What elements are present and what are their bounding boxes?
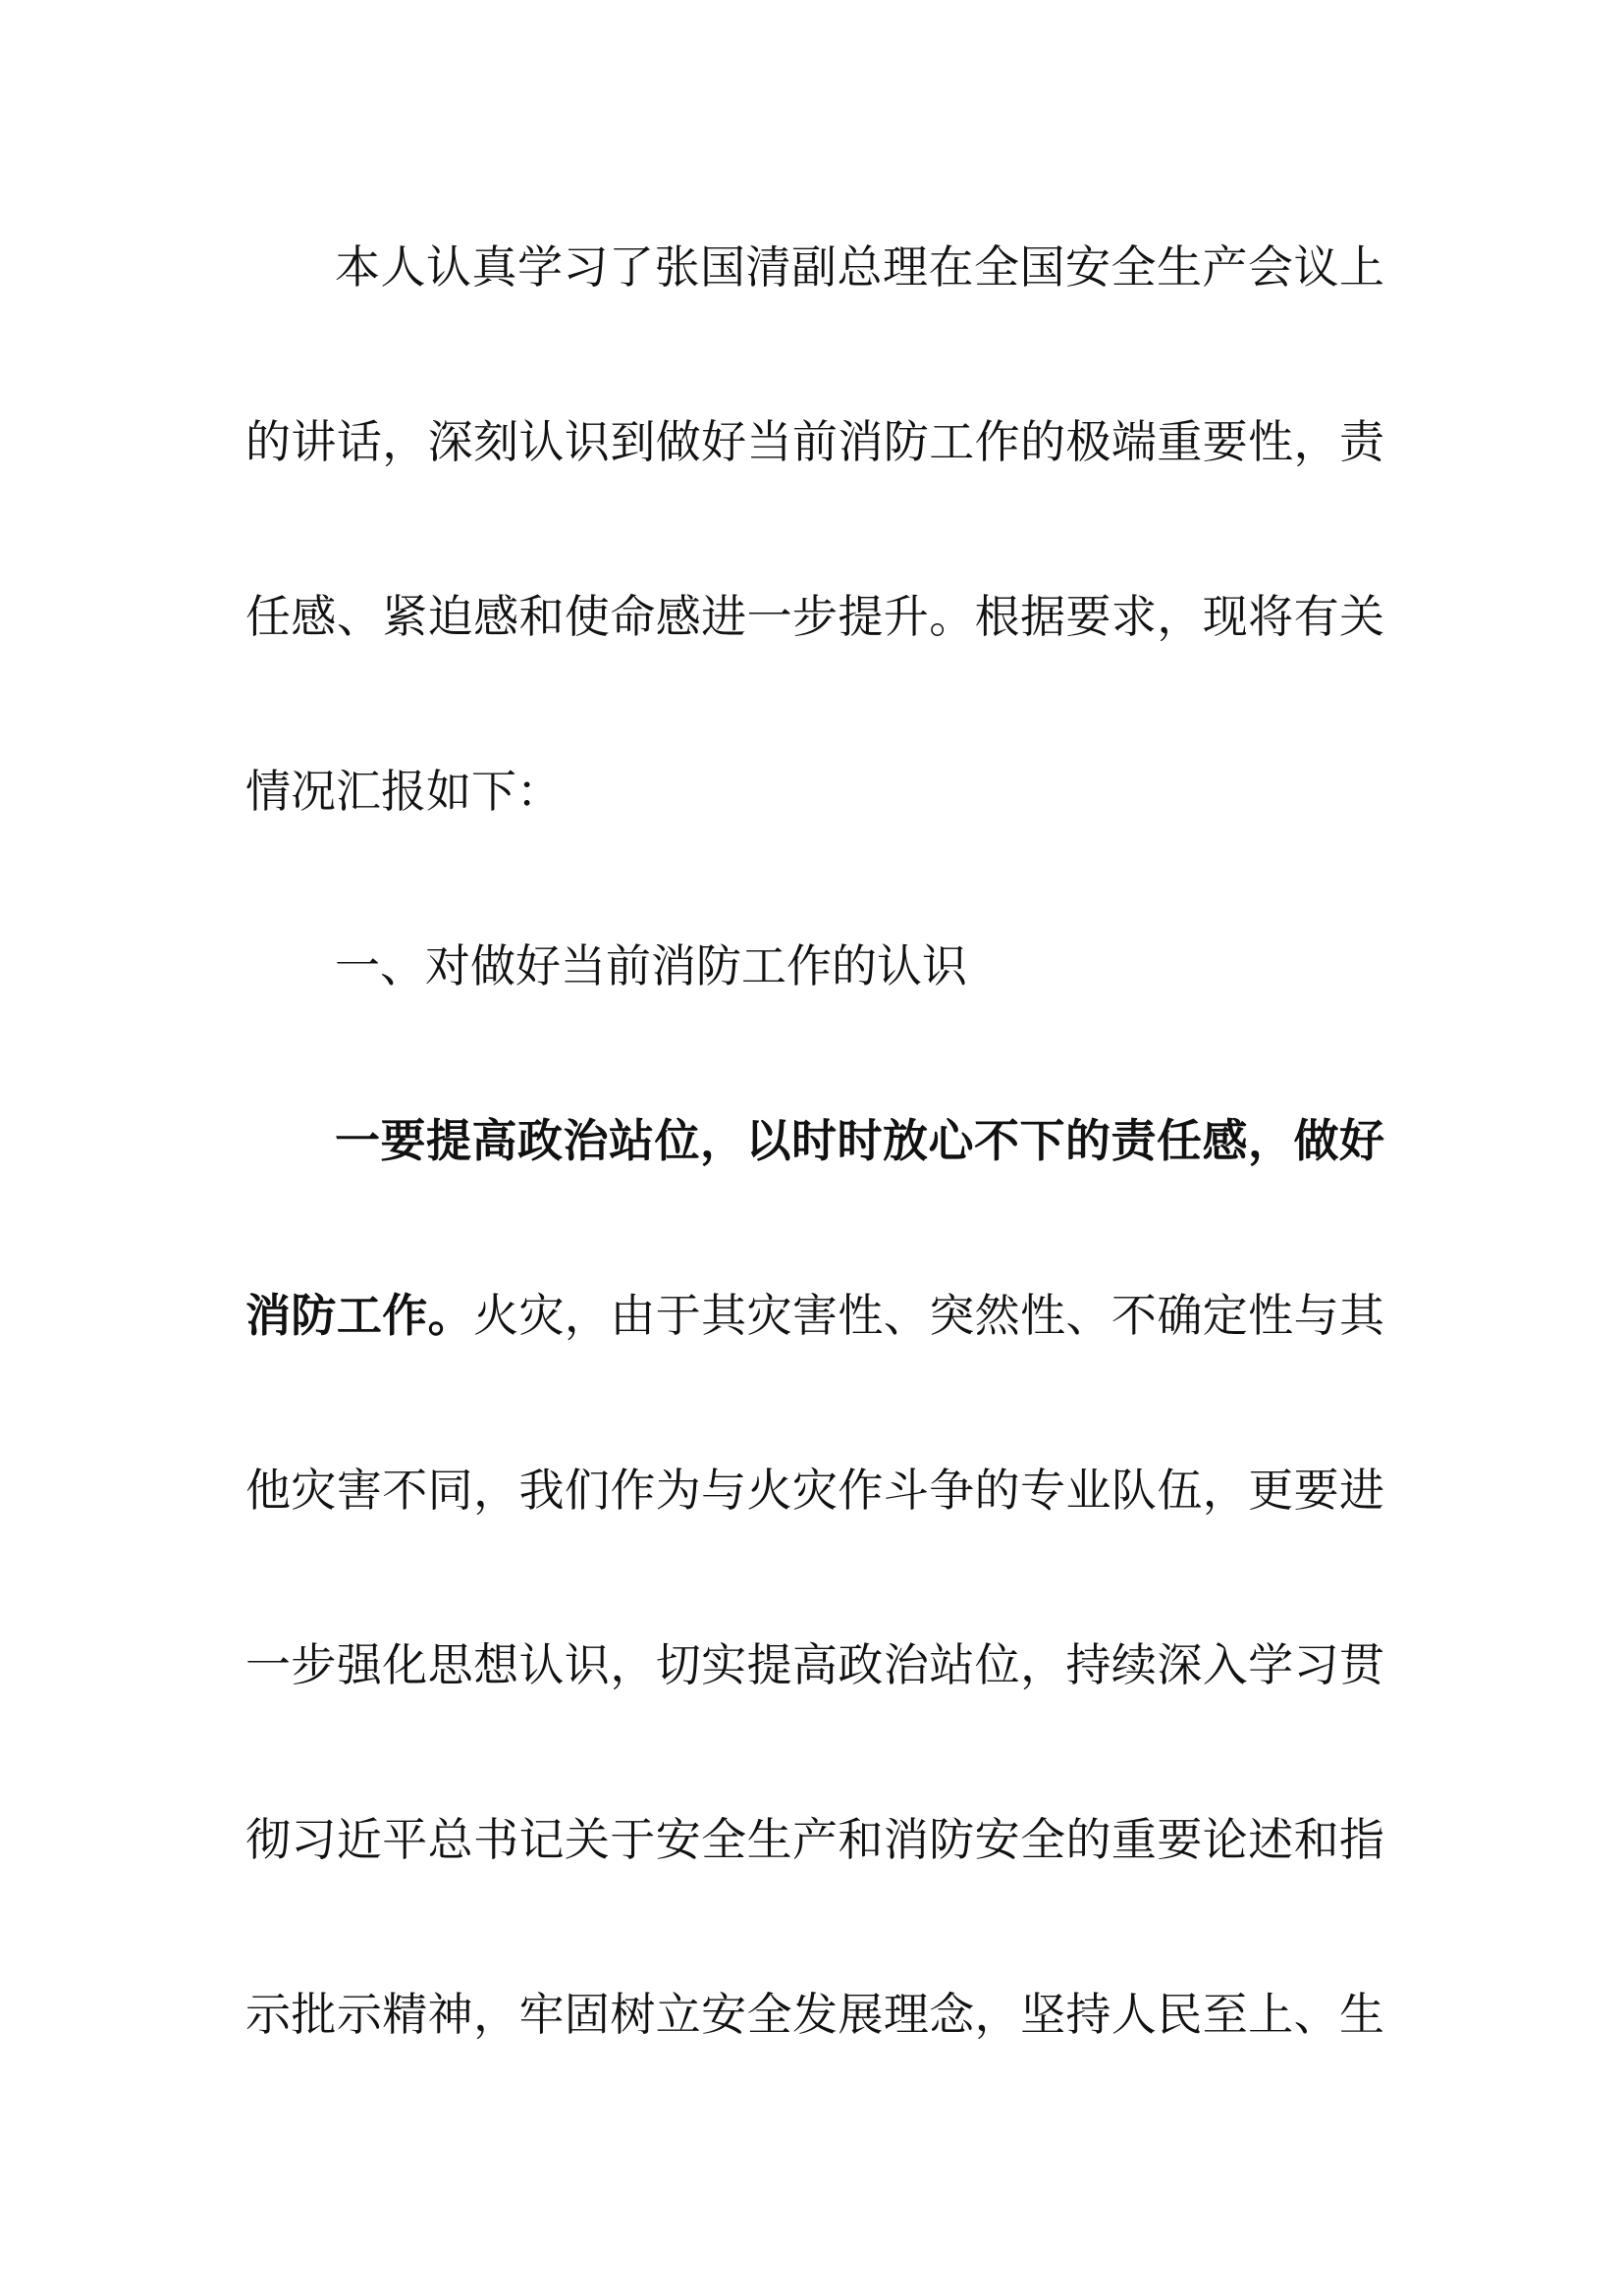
paragraph-2-line-6: 示批示精神，牢固树立安全发展理念，坚持人民至上、生 [245,1988,1384,2041]
paragraph-2-line-3: 他灾害不同，我们作为与火灾作斗争的专业队伍，更要进 [245,1464,1384,1517]
paragraph-2-line-2 [245,1266,1384,1441]
bold-lead-end: 消防工作。 [245,1289,474,1342]
paragraph-1-line-1: 本人认真学习了张国清副总理在全国安全生产会议上 [335,240,1384,294]
section-heading: 一、对做好当前消防工作的认识 [335,939,967,992]
paragraph-2-line-2-text: 火灾，由于其灾害性、突然性、不确定性与其 [473,1289,1385,1342]
document-body [245,218,1384,2140]
paragraph-1-line-4: 情况汇报如下： [245,765,562,818]
paragraph-2-line-5: 彻习近平总书记关于安全生产和消防安全的重要论述和指 [245,1813,1384,1866]
bold-lead-line: 一要提高政治站位，以时时放心不下的责任感，做好 [335,1114,1384,1167]
paragraph-2-line-4: 一步强化思想认识，切实提高政治站位，持续深入学习贯 [245,1638,1384,1691]
paragraph-1-line-2: 的讲话，深刻认识到做好当前消防工作的极端重要性，责 [245,415,1384,468]
paragraph-1-line-3: 任感、紧迫感和使命感进一步提升。根据要求，现将有关 [245,590,1384,643]
